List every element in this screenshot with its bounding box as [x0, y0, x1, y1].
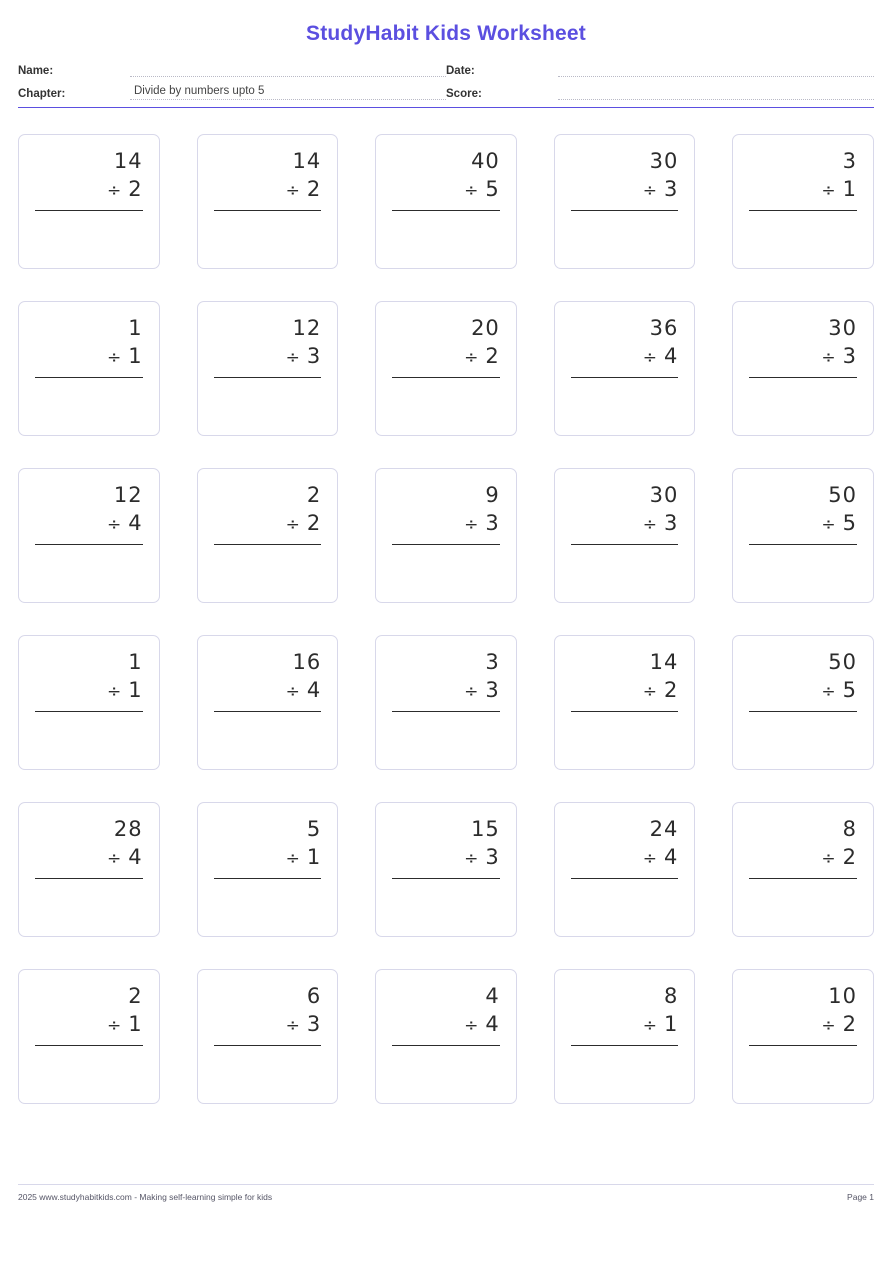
- problem-cell[interactable]: [554, 468, 696, 603]
- dividend: 14: [292, 149, 322, 173]
- divisor-row: [821, 843, 857, 873]
- dividend: 4: [485, 984, 500, 1008]
- dividend: 5: [306, 817, 322, 841]
- dividend: 20: [471, 316, 500, 340]
- divisor: 4: [306, 678, 322, 702]
- footer-credit: 2025 www.studyhabitkids.com - Making self-learning simple for kids: [18, 1192, 273, 1202]
- divisor-row: [107, 1010, 143, 1040]
- dividend: 12: [113, 483, 143, 507]
- divisor: 2: [842, 845, 857, 869]
- divisor: 2: [664, 678, 679, 702]
- divisor-row: [464, 843, 500, 873]
- problem-cell[interactable]: [18, 468, 160, 603]
- divisor: 3: [842, 344, 857, 368]
- answer-rule: [749, 377, 857, 378]
- dividend: 8: [664, 984, 679, 1008]
- divisor: 3: [664, 177, 679, 201]
- divisor-row: [107, 342, 143, 372]
- division-operator-icon: ÷: [464, 348, 480, 368]
- division-operator-icon: ÷: [285, 682, 301, 702]
- dividend: 30: [649, 483, 679, 507]
- problem-cell[interactable]: [18, 301, 160, 436]
- divisor-row: [286, 175, 322, 205]
- divisor: 3: [485, 845, 500, 869]
- divisor-row: [464, 509, 500, 539]
- problem-cell[interactable]: [554, 134, 696, 269]
- division-operator-icon: ÷: [642, 515, 659, 535]
- division-operator-icon: ÷: [285, 1016, 301, 1036]
- divisor-row: [286, 843, 322, 873]
- answer-rule: [571, 711, 679, 712]
- name-field[interactable]: [130, 62, 446, 77]
- answer-rule: [214, 377, 322, 378]
- divisor-row: [464, 676, 500, 706]
- division-operator-icon: ÷: [464, 682, 480, 702]
- dividend: 28: [113, 817, 143, 841]
- dividend: 30: [649, 149, 679, 173]
- divisor: 2: [306, 511, 322, 535]
- answer-rule: [392, 377, 500, 378]
- dividend: 14: [649, 650, 679, 674]
- divisor-row: [286, 342, 322, 372]
- problem-cell[interactable]: [732, 134, 874, 269]
- divisor: 3: [485, 511, 500, 535]
- problem-cell[interactable]: [197, 468, 339, 603]
- division-operator-icon: ÷: [821, 181, 837, 201]
- dividend: 15: [471, 817, 500, 841]
- divisor: 1: [664, 1012, 679, 1036]
- divisor: 2: [842, 1012, 857, 1036]
- dividend: 12: [292, 316, 322, 340]
- divisor-row: [643, 509, 679, 539]
- problem-cell[interactable]: [375, 969, 517, 1104]
- divisor-row: [107, 676, 143, 706]
- division-operator-icon: ÷: [106, 1016, 123, 1036]
- divisor-row: [286, 676, 322, 706]
- page-footer: [18, 1184, 874, 1202]
- answer-rule: [392, 711, 500, 712]
- problem-cell[interactable]: [554, 969, 696, 1104]
- division-operator-icon: ÷: [464, 181, 480, 201]
- answer-rule: [749, 878, 857, 879]
- divisor-row: [107, 175, 143, 205]
- divisor: 4: [664, 344, 679, 368]
- divisor: 3: [306, 344, 322, 368]
- answer-rule: [214, 544, 322, 545]
- division-operator-icon: ÷: [642, 181, 659, 201]
- dividend: 1: [128, 650, 143, 674]
- dividend: 10: [828, 984, 857, 1008]
- divisor: 1: [842, 177, 857, 201]
- answer-rule: [571, 210, 679, 211]
- date-label: Date:: [446, 65, 475, 77]
- divisor: 3: [485, 678, 500, 702]
- division-operator-icon: ÷: [106, 181, 123, 201]
- problem-cell[interactable]: [732, 468, 874, 603]
- worksheet-page: [0, 22, 892, 1284]
- problem-cell[interactable]: [375, 802, 517, 937]
- divisor-row: [821, 676, 857, 706]
- division-operator-icon: ÷: [642, 1016, 659, 1036]
- footer-page-number: Page 1: [847, 1192, 874, 1202]
- problem-cell[interactable]: [554, 301, 696, 436]
- division-operator-icon: ÷: [106, 348, 123, 368]
- score-field[interactable]: [558, 85, 874, 100]
- problem-cell[interactable]: [554, 802, 696, 937]
- date-field[interactable]: [558, 62, 874, 77]
- answer-rule: [749, 544, 857, 545]
- problem-cell[interactable]: [197, 301, 339, 436]
- dividend: 16: [292, 650, 322, 674]
- problem-cell[interactable]: [18, 134, 160, 269]
- dividend: 3: [485, 650, 500, 674]
- answer-rule: [392, 210, 500, 211]
- dividend: 30: [828, 316, 857, 340]
- answer-rule: [392, 1045, 500, 1046]
- meta-row-chapter: [18, 83, 446, 100]
- problem-cell[interactable]: [18, 635, 160, 770]
- divisor-row: [107, 509, 143, 539]
- divisor: 3: [664, 511, 679, 535]
- answer-rule: [214, 878, 322, 879]
- divisor: 2: [306, 177, 322, 201]
- division-operator-icon: ÷: [821, 849, 837, 869]
- divisor-row: [643, 175, 679, 205]
- answer-rule: [35, 210, 143, 211]
- division-operator-icon: ÷: [464, 515, 480, 535]
- problem-cell[interactable]: [18, 802, 160, 937]
- meta-column-left: [18, 60, 446, 100]
- divisor: 2: [128, 177, 143, 201]
- problem-cell[interactable]: [375, 134, 517, 269]
- division-operator-icon: ÷: [821, 348, 837, 368]
- division-operator-icon: ÷: [821, 682, 837, 702]
- meta-row-score: [446, 83, 874, 100]
- problem-cell[interactable]: [375, 468, 517, 603]
- problem-cell[interactable]: [732, 969, 874, 1104]
- divisor: 4: [128, 845, 143, 869]
- dividend: 2: [306, 483, 322, 507]
- division-operator-icon: ÷: [642, 849, 659, 869]
- dividend: 40: [471, 149, 500, 173]
- divisor: 5: [842, 511, 857, 535]
- answer-rule: [749, 711, 857, 712]
- answer-rule: [571, 544, 679, 545]
- divisor-row: [821, 1010, 857, 1040]
- dividend: 9: [485, 483, 500, 507]
- answer-rule: [749, 1045, 857, 1046]
- score-label: Score:: [446, 88, 482, 100]
- divisor: 4: [128, 511, 143, 535]
- answer-rule: [214, 210, 322, 211]
- divisor: 1: [128, 678, 143, 702]
- answer-rule: [35, 711, 143, 712]
- answer-rule: [35, 878, 143, 879]
- dividend: 6: [306, 984, 322, 1008]
- divisor-row: [821, 509, 857, 539]
- divisor-row: [464, 1010, 500, 1040]
- division-operator-icon: ÷: [106, 849, 123, 869]
- answer-rule: [571, 878, 679, 879]
- divisor: 1: [306, 845, 322, 869]
- chapter-field[interactable]: Divide by numbers upto 5: [130, 85, 446, 100]
- divisor-row: [821, 342, 857, 372]
- divisor-row: [464, 342, 500, 372]
- divisor: 1: [128, 344, 143, 368]
- worksheet-meta: [18, 60, 874, 108]
- answer-rule: [392, 544, 500, 545]
- divisor-row: [107, 843, 143, 873]
- page-title: StudyHabit Kids Worksheet: [306, 22, 586, 45]
- answer-rule: [571, 377, 679, 378]
- dividend: 2: [128, 984, 143, 1008]
- divisor: 2: [485, 344, 500, 368]
- problem-cell[interactable]: [197, 802, 339, 937]
- chapter-label: Chapter:: [18, 88, 66, 100]
- problem-cell[interactable]: [732, 802, 874, 937]
- problem-cell[interactable]: [732, 635, 874, 770]
- division-operator-icon: ÷: [464, 1016, 480, 1036]
- dividend: 24: [649, 817, 679, 841]
- dividend: 14: [113, 149, 143, 173]
- division-operator-icon: ÷: [285, 515, 301, 535]
- divisor: 1: [128, 1012, 143, 1036]
- problem-cell[interactable]: [375, 635, 517, 770]
- divisor: 4: [485, 1012, 500, 1036]
- dividend: 3: [842, 149, 857, 173]
- answer-rule: [214, 1045, 322, 1046]
- dividend: 50: [828, 483, 857, 507]
- dividend: 1: [128, 316, 143, 340]
- divisor: 4: [664, 845, 679, 869]
- meta-row-date: [446, 60, 874, 77]
- divisor-row: [643, 843, 679, 873]
- answer-rule: [392, 878, 500, 879]
- answer-rule: [749, 210, 857, 211]
- division-operator-icon: ÷: [106, 682, 123, 702]
- problem-cell[interactable]: [197, 635, 339, 770]
- problem-cell[interactable]: [18, 969, 160, 1104]
- divisor-row: [643, 1010, 679, 1040]
- divisor-row: [286, 509, 322, 539]
- answer-rule: [214, 711, 322, 712]
- division-operator-icon: ÷: [106, 515, 123, 535]
- problem-cell[interactable]: [197, 969, 339, 1104]
- answer-rule: [571, 1045, 679, 1046]
- dividend: 36: [649, 316, 679, 340]
- problem-cell[interactable]: [554, 635, 696, 770]
- name-label: Name:: [18, 65, 54, 77]
- division-operator-icon: ÷: [642, 682, 659, 702]
- divisor: 3: [306, 1012, 322, 1036]
- division-operator-icon: ÷: [821, 1016, 837, 1036]
- divisor-row: [821, 175, 857, 205]
- divisor-row: [643, 342, 679, 372]
- problem-cell[interactable]: [732, 301, 874, 436]
- division-operator-icon: ÷: [285, 849, 301, 869]
- divisor-row: [464, 175, 500, 205]
- answer-rule: [35, 1045, 143, 1046]
- divisor: 5: [842, 678, 857, 702]
- problem-cell[interactable]: [375, 301, 517, 436]
- answer-rule: [35, 377, 143, 378]
- division-operator-icon: ÷: [285, 348, 301, 368]
- division-operator-icon: ÷: [285, 181, 301, 201]
- meta-column-right: [446, 60, 874, 100]
- dividend: 50: [828, 650, 857, 674]
- division-operator-icon: ÷: [464, 849, 480, 869]
- problem-cell[interactable]: [197, 134, 339, 269]
- divisor: 5: [485, 177, 500, 201]
- problem-grid: [18, 134, 874, 1104]
- dividend: 8: [842, 817, 857, 841]
- division-operator-icon: ÷: [821, 515, 837, 535]
- meta-row-name: [18, 60, 446, 77]
- divisor-row: [643, 676, 679, 706]
- division-operator-icon: ÷: [642, 348, 659, 368]
- answer-rule: [35, 544, 143, 545]
- divisor-row: [286, 1010, 322, 1040]
